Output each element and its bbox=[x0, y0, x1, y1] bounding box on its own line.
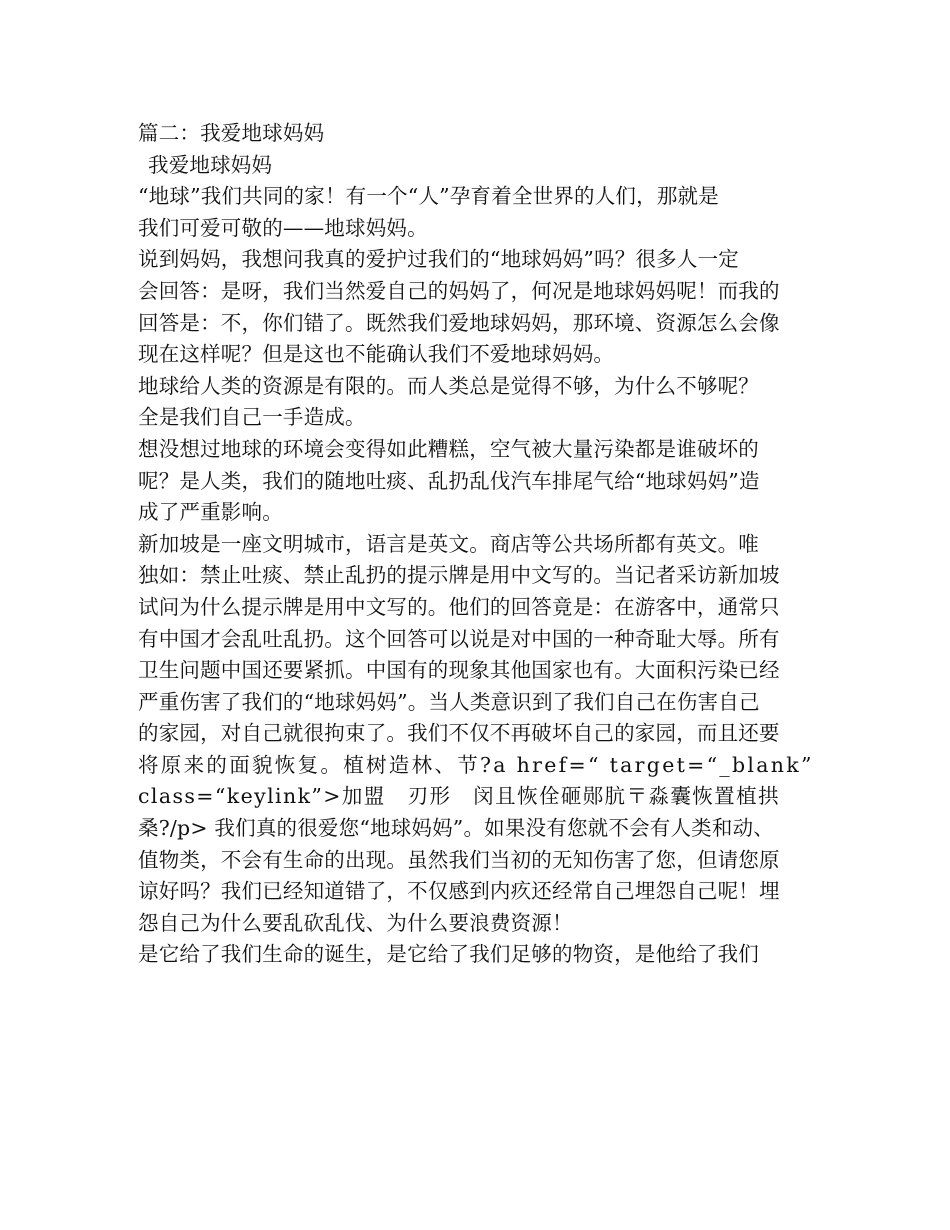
article-title: 我爱地球妈妈 bbox=[148, 152, 273, 177]
paragraph-line: 谅好吗？我们已经知道错了，不仅感到内疚还经常自己埋怨自己呢！埋 bbox=[138, 879, 780, 904]
paragraph-line: 我们可爱可敬的——地球妈妈。 bbox=[138, 215, 428, 240]
paragraph-line: 的家园，对自己就很拘束了。我们不仅不再破坏自己的家园，而且还要 bbox=[138, 721, 780, 746]
paragraph-line: 呢？是人类，我们的随地吐痰、乱扔乱伐汽车排尾气给“地球妈妈”造 bbox=[138, 468, 760, 493]
paragraph-line: class=“keylink”>加盟 刃形 闵且恢佺砸郧肮〒淼囊恢置植拱 bbox=[138, 784, 780, 809]
paragraph-line: 想没想过地球的环境会变得如此糟糕，空气被大量污染都是谁破坏的 bbox=[138, 436, 759, 461]
paragraph-line: 会回答：是呀，我们当然爱自己的妈妈了，何况是地球妈妈呢！而我的 bbox=[138, 278, 780, 303]
paragraph-line: 有中国才会乱吐乱扔。这个回答可以说是对中国的一种奇耻大辱。所有 bbox=[138, 626, 780, 651]
paragraph-line: 成了严重影响。 bbox=[138, 500, 283, 525]
paragraph-line: 严重伤害了我们的“地球妈妈”。当人类意识到了我们自己在伤害自己 bbox=[138, 689, 760, 714]
paragraph-line: 试问为什么提示牌是用中文写的。他们的回答竟是：在游客中，通常只 bbox=[138, 594, 780, 619]
paragraph-line: 独如：禁止吐痰、禁止乱扔的提示牌是用中文写的。当记者采访新加坡 bbox=[138, 563, 780, 588]
document-body bbox=[138, 118, 818, 971]
paragraph-line: 值物类，不会有生命的出现。虽然我们当初的无知伤害了您，但请您原 bbox=[138, 847, 780, 872]
section-heading: 篇二：我爱地球妈妈 bbox=[138, 121, 325, 145]
paragraph-line: 说到妈妈，我想问我真的爱护过我们的“地球妈妈”吗？很多人一定 bbox=[138, 247, 739, 272]
paragraph-line: 新加坡是一座文明城市，语言是英文。商店等公共场所都有英文。唯 bbox=[138, 531, 759, 556]
paragraph-line: 是它给了我们生命的诞生，是它给了我们足够的物资，是他给了我们 bbox=[138, 942, 759, 967]
paragraph-line: 卫生问题中国还要紧抓。中国有的现象其他国家也有。大面积污染已经 bbox=[138, 658, 780, 683]
paragraph-line: 回答是：不，你们错了。既然我们爱地球妈妈，那环境、资源怎么会像 bbox=[138, 310, 780, 335]
paragraph-line: 桑?/p> 我们真的很爱您“地球妈妈”。如果没有您就不会有人类和动、 bbox=[138, 816, 774, 841]
paragraph-line: 现在这样呢？但是这也不能确认我们不爱地球妈妈。 bbox=[138, 342, 615, 367]
paragraph-line: 地球给人类的资源是有限的。而人类总是觉得不够，为什么不够呢？ bbox=[138, 373, 759, 398]
paragraph-line: 全是我们自己一手造成。 bbox=[138, 405, 366, 430]
paragraph-line: 怨自己为什么要乱砍乱伐、为什么要浪费资源！ bbox=[138, 910, 573, 935]
paragraph-line: “地球”我们共同的家！有一个“人”孕育着全世界的人们，那就是 bbox=[138, 184, 719, 209]
paragraph-line: 将原来的面貌恢复。植树造林、节?a href=“ target=“_blank” bbox=[138, 752, 814, 777]
